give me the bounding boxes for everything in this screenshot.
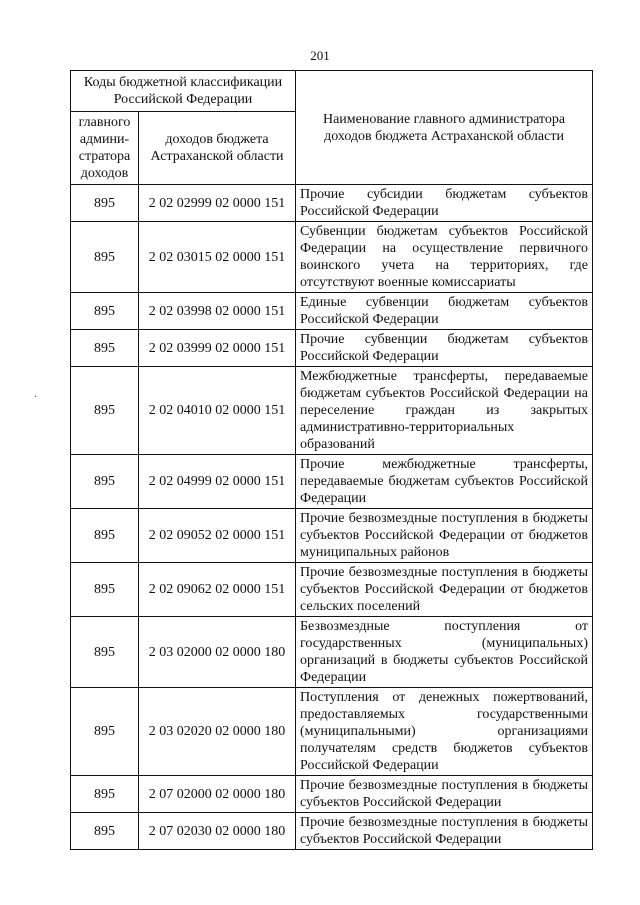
table-row: [71, 455, 593, 509]
table-row: [71, 367, 593, 455]
admin-code-cell: 895: [71, 330, 139, 367]
budget-code-cell: 2 02 03999 02 0000 151: [139, 330, 296, 367]
table-row: [71, 563, 593, 617]
budget-code-cell: 2 02 03015 02 0000 151: [139, 222, 296, 293]
table-row: [71, 688, 593, 776]
header-codes-group: Коды бюджетной классификации Российской Федерации: [71, 71, 296, 112]
table-row: [71, 222, 593, 293]
income-name-cell: Прочие безвозмездные поступления в бюджеты субъектов Российской Федерации: [296, 776, 593, 813]
admin-code-cell: 895: [71, 688, 139, 776]
income-name-cell: Поступления от денежных пожертвований, предоставляемых государственными (муниципальными) организациями получателям средств бюджетов субъектов Российской Федерации: [296, 688, 593, 776]
table-row: [71, 293, 593, 330]
table-row: [71, 185, 593, 222]
header-admin-name: Наименование главного администратора доходов бюджета Астраханской области: [296, 71, 593, 185]
income-name-cell: Единые субвенции бюджетам субъектов Российской Федерации: [296, 293, 593, 330]
income-name-cell: Межбюджетные трансферты, передаваемые бюджетам субъектов Российской Федерации на переселение граждан из закрытых административно-территориальных образований: [296, 367, 593, 455]
budget-code-cell: 2 03 02020 02 0000 180: [139, 688, 296, 776]
budget-code-cell: 2 07 02000 02 0000 180: [139, 776, 296, 813]
income-name-cell: Субвенции бюджетам субъектов Российской Федерации на осуществление первичного воинского учета на территориях, где отсутствуют военные комиссариаты: [296, 222, 593, 293]
budget-code-cell: 2 07 02030 02 0000 180: [139, 813, 296, 850]
admin-code-cell: 895: [71, 813, 139, 850]
income-name-cell: Прочие безвозмездные поступления в бюджеты субъектов Российской Федерации: [296, 813, 593, 850]
table-row: [71, 617, 593, 688]
table-row: [71, 813, 593, 850]
page-number: 201: [310, 48, 330, 63]
budget-code-cell: 2 02 04999 02 0000 151: [139, 455, 296, 509]
income-name-cell: Прочие безвозмездные поступления в бюджеты субъектов Российской Федерации от бюджетов сельских поселений: [296, 563, 593, 617]
table-row: [71, 776, 593, 813]
admin-code-cell: 895: [71, 617, 139, 688]
admin-code-cell: 895: [71, 776, 139, 813]
budget-code-cell: 2 02 09062 02 0000 151: [139, 563, 296, 617]
table-body: [71, 185, 593, 850]
income-name-cell: Прочие субвенции бюджетам субъектов Российской Федерации: [296, 330, 593, 367]
income-name-cell: Прочие межбюджетные трансферты, передаваемые бюджетам субъектов Российской Федерации: [296, 455, 593, 509]
budget-code-cell: 2 02 09052 02 0000 151: [139, 509, 296, 563]
income-name-cell: Прочие субсидии бюджетам субъектов Российской Федерации: [296, 185, 593, 222]
income-name-cell: Прочие безвозмездные поступления в бюджеты субъектов Российской Федерации от бюджетов муниципальных районов: [296, 509, 593, 563]
header-admin-code: главного админи-стратора доходов: [71, 112, 139, 185]
admin-code-cell: 895: [71, 185, 139, 222]
admin-code-cell: 895: [71, 563, 139, 617]
admin-code-cell: 895: [71, 222, 139, 293]
table-header-row: [71, 71, 593, 112]
admin-code-cell: 895: [71, 367, 139, 455]
budget-code-cell: 2 02 03998 02 0000 151: [139, 293, 296, 330]
budget-code-cell: 2 02 02999 02 0000 151: [139, 185, 296, 222]
budget-code-cell: 2 03 02000 02 0000 180: [139, 617, 296, 688]
admin-code-cell: 895: [71, 509, 139, 563]
table-row: [71, 330, 593, 367]
admin-code-cell: 895: [71, 293, 139, 330]
table-row: [71, 509, 593, 563]
budget-classification-table: [70, 70, 593, 850]
admin-code-cell: 895: [71, 455, 139, 509]
budget-code-cell: 2 02 04010 02 0000 151: [139, 367, 296, 455]
income-name-cell: Безвозмездные поступления от государственных (муниципальных) организаций в бюджеты субъектов Российской Федерации: [296, 617, 593, 688]
header-income-code: доходов бюджета Астраханской области: [139, 112, 296, 185]
margin-mark: .: [34, 386, 37, 400]
